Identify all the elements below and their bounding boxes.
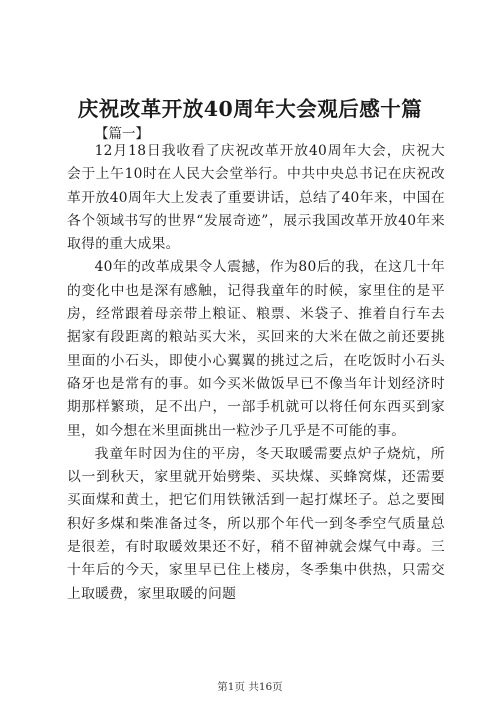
- paragraph: 12月18日我收看了庆祝改革开放40周年大会，庆祝大会于上午10时在人民大会堂举行。中共中央总书记在庆祝改革开放40周年大上发表了重要讲话，总结了40年来，中国在各个领域书写的世界“发展奇迹”，展示我国改革开放40年来取得的重大成果。: [67, 143, 445, 253]
- page-footer: 第1页 共16页: [217, 681, 283, 693]
- document-body: [67, 140, 445, 606]
- paragraph: 40年的改革成果令人震撼，作为80后的我，在这几十年的变化中也是深有感触，记得我童年的时候，家里住的是平房，经常跟着母亲带上粮证、粮票、米袋子、推着自行车去据家有段距离的粮站买大米，买回来的大米在做之前还要挑里面的小石头，即使小心翼翼的挑过之后，在吃饭时小石头硌牙也是常有的事。如今买米做饭早已不像当年计划经济时期那样繁琐，足不出户，一部手机就可以将任何东西买到家里，如今想在米里面挑出一粒沙子几乎是不可能的事。: [67, 259, 445, 439]
- paragraph: 我童年时因为住的平房，冬天取暖需要点炉子烧炕，所以一到秋天，家里就开始劈柴、买块煤、买蜂窝煤，还需要买面煤和黄土，把它们用铁锹活到一起打煤坯子。总之要囤积好多煤和柴准备过冬，所以那个年代一到冬季空气质量总是很差，有时取暖效果还不好，稍不留神就会煤气中毒。三十年后的今天，家里早已住上楼房，冬季集中供热，只需交上取暖费，家里取暖的问题: [67, 445, 445, 602]
- section-label: 【篇一】: [95, 126, 149, 142]
- document-title: 庆祝改革开放40周年大会观后感十篇: [77, 97, 423, 121]
